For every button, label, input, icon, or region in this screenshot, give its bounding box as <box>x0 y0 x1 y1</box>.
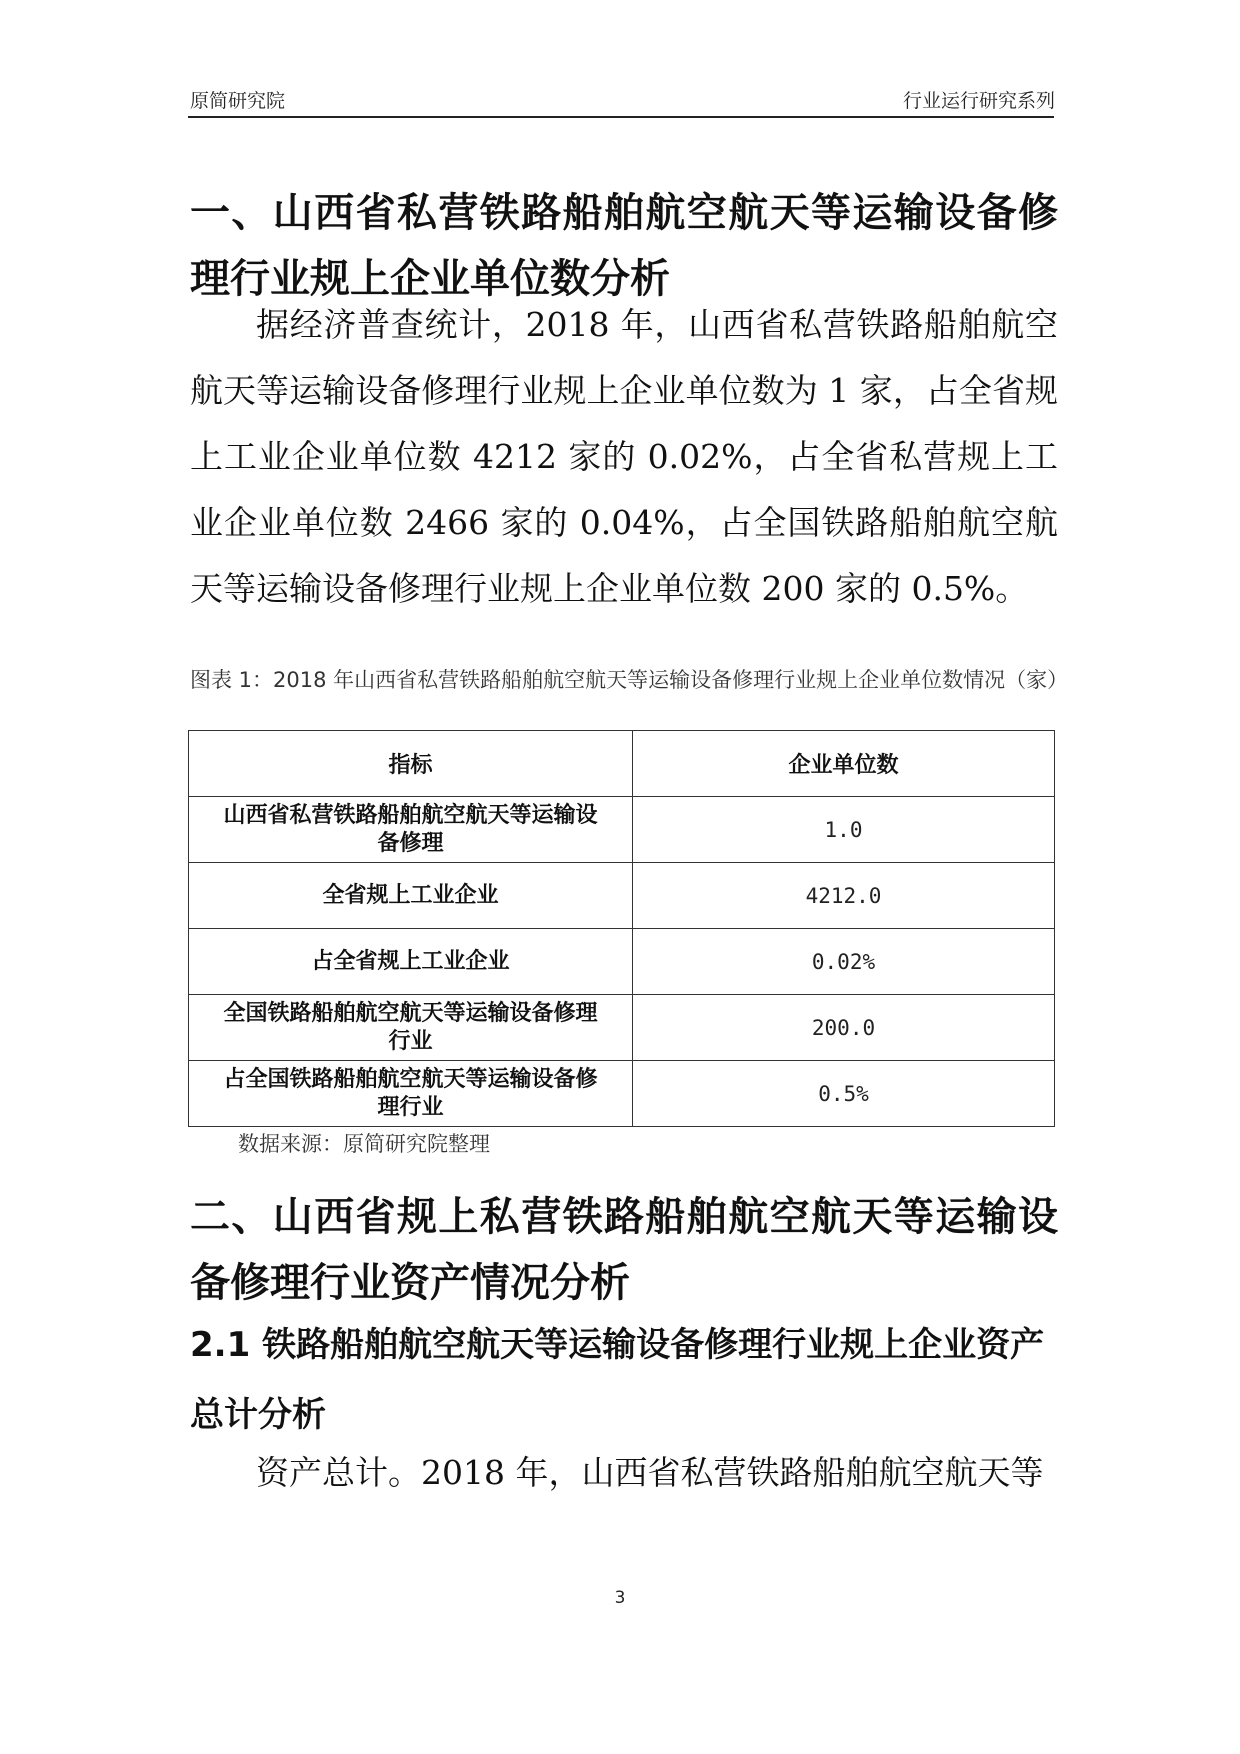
header-right-series: 行业运行研究系列 <box>902 90 1055 112</box>
column-header-indicator: 指标 <box>189 731 633 797</box>
table-row <box>189 995 1055 1061</box>
row-indicator: 占全省规上工业企业 <box>189 929 633 995</box>
data-source-note: 数据来源：原简研究院整理 <box>238 1132 490 1156</box>
table-row <box>189 797 1055 863</box>
page-number: 3 <box>614 1588 626 1608</box>
header-rule <box>188 116 1054 118</box>
section2-heading: 二、山西省规上私营铁路船舶航空航天等运输设备修理行业资产情况分析 <box>190 1194 1058 1306</box>
header-left-org: 原简研究院 <box>190 90 286 112</box>
row-value: 4212.0 <box>633 863 1055 929</box>
table-row <box>189 929 1055 995</box>
column-header-unit-count: 企业单位数 <box>633 731 1055 797</box>
section2-subheading: 2.1 铁路船舶航空航天等运输设备修理行业规上企业资产总计分析 <box>190 1325 1045 1435</box>
table-row <box>189 863 1055 929</box>
table-header-row <box>189 731 1055 797</box>
row-value: 1.0 <box>633 797 1055 863</box>
row-value: 0.02% <box>633 929 1055 995</box>
table-caption: 图表 1：2018 年山西省私营铁路船舶航空航天等运输设备修理行业规上企业单位数情况（家） <box>190 668 1069 692</box>
row-value: 0.5% <box>633 1061 1055 1127</box>
row-indicator: 全省规上工业企业 <box>189 863 633 929</box>
row-indicator: 占全国铁路船舶航空航天等运输设备修理行业 <box>189 1061 633 1127</box>
section1-paragraph: 据经济普查统计，2018 年，山西省私营铁路船舶航空航天等运输设备修理行业规上企业单位数为 1 家，占全省规上工业企业单位数 4212 家的 0.02%，占全省私营规上工业企业单位数 2466 家的 0.04%，占全国铁路船舶航空航天等运输设备修理行业规上企业单位数 200 家的 0.5%。 <box>190 305 1058 608</box>
row-indicator: 山西省私营铁路船舶航空航天等运输设备修理 <box>189 797 633 863</box>
table-row <box>189 1061 1055 1127</box>
row-value: 200.0 <box>633 995 1055 1061</box>
section1-heading: 一、山西省私营铁路船舶航空航天等运输设备修理行业规上企业单位数分析 <box>190 190 1058 302</box>
row-indicator: 全国铁路船舶航空航天等运输设备修理行业 <box>189 995 633 1061</box>
unit-count-table <box>188 730 1055 1127</box>
section2-paragraph: 资产总计。2018 年，山西省私营铁路船舶航空航天等 <box>256 1453 1044 1492</box>
